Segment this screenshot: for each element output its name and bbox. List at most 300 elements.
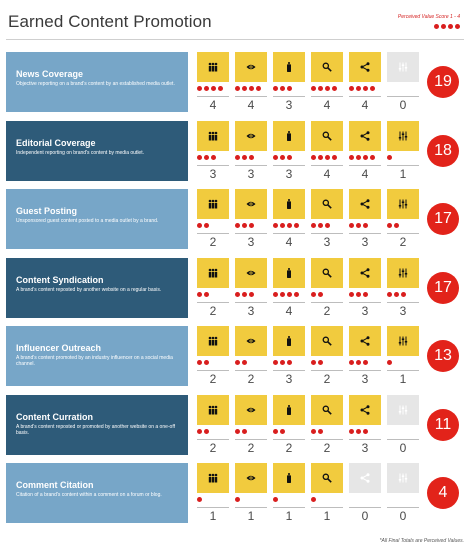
score-value: 3	[197, 165, 229, 181]
score-value: 3	[273, 165, 305, 181]
score-dot	[394, 292, 399, 297]
score-dot	[235, 360, 240, 365]
score-dots	[235, 155, 254, 161]
row-description: Citation of a brand's content within a comment on a forum or blog.	[16, 492, 162, 498]
score-cell	[235, 326, 267, 386]
score-dot	[294, 223, 299, 228]
score-cell	[273, 463, 305, 523]
legend-dots	[398, 24, 460, 29]
score-dot	[311, 155, 316, 160]
row-label-box	[6, 258, 188, 318]
score-dots	[235, 292, 254, 298]
score-cell	[197, 121, 229, 181]
metric-tile	[197, 463, 229, 493]
score-dot	[204, 292, 209, 297]
score-dot	[370, 155, 375, 160]
score-dot	[318, 155, 323, 160]
metric-tile	[349, 189, 381, 219]
score-dot	[280, 155, 285, 160]
score-cell	[197, 395, 229, 455]
row-description: Independent reporting on brand's content by media outlet.	[16, 150, 144, 156]
score-dots	[349, 223, 368, 229]
metric-tile	[235, 52, 267, 82]
score-cell	[197, 463, 229, 523]
score-value: 2	[235, 370, 267, 386]
score-dots	[197, 292, 209, 298]
score-value: 4	[197, 96, 229, 112]
legend-dot	[434, 24, 439, 29]
row-title: News Coverage	[16, 69, 84, 79]
score-dot	[197, 429, 202, 434]
score-value: 1	[235, 507, 267, 523]
score-dot	[363, 360, 368, 365]
row-label-box	[6, 121, 188, 181]
score-cell	[273, 395, 305, 455]
metric-tile	[311, 189, 343, 219]
score-dot	[249, 86, 254, 91]
metric-tile	[387, 395, 419, 425]
score-dots	[235, 86, 261, 92]
legend-dot	[448, 24, 453, 29]
score-value: 2	[311, 370, 343, 386]
total-badge: 4	[427, 477, 459, 509]
score-dot	[273, 223, 278, 228]
score-cell	[387, 258, 419, 318]
score-value: 1	[311, 507, 343, 523]
metric-tile	[197, 189, 229, 219]
legend	[398, 14, 460, 29]
score-cell	[311, 52, 343, 112]
score-dot	[242, 292, 247, 297]
score-dots	[311, 429, 323, 435]
score-dot	[197, 86, 202, 91]
score-dot	[311, 360, 316, 365]
total-badge: 17	[427, 272, 459, 304]
score-dots	[387, 292, 406, 298]
legend-dot	[455, 24, 460, 29]
score-dots	[197, 429, 209, 435]
score-value: 3	[273, 370, 305, 386]
metric-tile	[235, 463, 267, 493]
score-value: 1	[387, 370, 419, 386]
score-value: 2	[273, 439, 305, 455]
score-dots	[349, 429, 368, 435]
score-value: 2	[197, 233, 229, 249]
score-dot	[318, 292, 323, 297]
score-dot	[249, 223, 254, 228]
metric-tile	[235, 121, 267, 151]
score-dots	[387, 155, 392, 161]
score-value: 1	[197, 507, 229, 523]
score-dot	[211, 155, 216, 160]
score-dot	[235, 497, 240, 502]
row-label-box	[6, 395, 188, 455]
score-dot	[242, 155, 247, 160]
score-value: 4	[311, 96, 343, 112]
metric-tile	[311, 52, 343, 82]
score-value: 0	[349, 507, 381, 523]
score-dots	[273, 292, 299, 298]
score-dot	[325, 86, 330, 91]
legend-caption: Perceived Value Score 1 - 4	[397, 14, 460, 20]
score-dot	[280, 292, 285, 297]
score-dot	[218, 86, 223, 91]
score-dot	[273, 429, 278, 434]
score-dot	[242, 223, 247, 228]
metric-tile	[273, 258, 305, 288]
score-value: 2	[197, 302, 229, 318]
score-dots	[235, 497, 240, 503]
metric-tile	[273, 395, 305, 425]
metric-tile	[387, 52, 419, 82]
metric-tile	[273, 189, 305, 219]
score-dot	[280, 223, 285, 228]
score-dots	[273, 429, 285, 435]
metric-tile	[349, 326, 381, 356]
score-dot	[273, 86, 278, 91]
score-dots	[311, 360, 323, 366]
score-dot	[356, 429, 361, 434]
score-dot	[287, 155, 292, 160]
score-value: 4	[311, 165, 343, 181]
score-dot	[318, 223, 323, 228]
score-dot	[325, 223, 330, 228]
score-dot	[235, 86, 240, 91]
row-label-box	[6, 52, 188, 112]
score-dot	[287, 86, 292, 91]
metric-tile	[197, 52, 229, 82]
metric-tile	[273, 52, 305, 82]
score-cell	[311, 258, 343, 318]
score-cell	[197, 258, 229, 318]
score-dot	[349, 292, 354, 297]
score-dot	[356, 292, 361, 297]
score-dot	[349, 360, 354, 365]
score-dot	[311, 497, 316, 502]
score-dots	[235, 360, 247, 366]
row-title: Influencer Outreach	[16, 343, 102, 353]
score-value: 2	[311, 302, 343, 318]
score-dots	[311, 223, 330, 229]
metric-tile	[387, 121, 419, 151]
score-dot	[235, 292, 240, 297]
score-dots	[273, 86, 292, 92]
score-dot	[204, 429, 209, 434]
score-dots	[349, 155, 375, 161]
row-description: A brand's content reposted or promoted by another website on a one-off basis.	[16, 424, 176, 436]
score-dot	[249, 155, 254, 160]
score-dots	[349, 360, 368, 366]
score-value: 3	[349, 370, 381, 386]
score-dot	[204, 360, 209, 365]
score-cell	[235, 189, 267, 249]
score-dot	[287, 223, 292, 228]
score-cell	[311, 395, 343, 455]
score-dots	[273, 497, 278, 503]
score-dot	[332, 86, 337, 91]
total-badge: 17	[427, 203, 459, 235]
score-dots	[197, 86, 223, 92]
score-dot	[280, 429, 285, 434]
score-dot	[387, 292, 392, 297]
metric-tile	[235, 395, 267, 425]
metric-tile	[387, 326, 419, 356]
row-description: Unsponsored guest content posted to a media outlet by a brand.	[16, 218, 159, 224]
score-cell	[273, 121, 305, 181]
score-dots	[235, 223, 254, 229]
score-cell	[273, 258, 305, 318]
score-dot	[197, 223, 202, 228]
score-dot	[311, 86, 316, 91]
score-value: 3	[235, 302, 267, 318]
score-dots	[311, 155, 337, 161]
score-dot	[311, 223, 316, 228]
metric-tile	[311, 326, 343, 356]
score-dot	[356, 155, 361, 160]
score-value: 2	[387, 233, 419, 249]
score-dots	[197, 360, 209, 366]
score-value: 3	[273, 96, 305, 112]
score-dots	[311, 497, 316, 503]
score-value: 2	[235, 439, 267, 455]
metric-tile	[387, 189, 419, 219]
score-dots	[197, 223, 209, 229]
legend-dot	[441, 24, 446, 29]
score-cell	[235, 395, 267, 455]
score-dots	[197, 155, 216, 161]
metric-tile	[349, 121, 381, 151]
score-dot	[280, 86, 285, 91]
score-dot	[273, 292, 278, 297]
score-dot	[363, 292, 368, 297]
score-dots	[311, 292, 323, 298]
score-dot	[235, 223, 240, 228]
row-title: Content Syndication	[16, 275, 104, 285]
score-dots	[387, 223, 399, 229]
metric-tile	[235, 258, 267, 288]
score-cell	[235, 463, 267, 523]
score-dot	[356, 360, 361, 365]
score-cell	[349, 121, 381, 181]
score-dot	[204, 223, 209, 228]
score-dot	[273, 155, 278, 160]
row-description: A brand's content reposted by another website on a regular basis.	[16, 287, 162, 293]
total-badge: 18	[427, 135, 459, 167]
row-title: Guest Posting	[16, 206, 78, 216]
score-value: 4	[273, 233, 305, 249]
score-value: 3	[387, 302, 419, 318]
score-cell	[387, 121, 419, 181]
score-dot	[370, 86, 375, 91]
score-cell	[235, 121, 267, 181]
metric-tile	[349, 52, 381, 82]
score-dot	[235, 429, 240, 434]
score-dot	[242, 429, 247, 434]
score-dot	[249, 292, 254, 297]
row-label-box	[6, 189, 188, 249]
score-cell	[349, 258, 381, 318]
score-dot	[280, 360, 285, 365]
row-description: A brand's content promoted by an industry influencer on a social media channel.	[16, 355, 173, 367]
score-value: 3	[235, 165, 267, 181]
score-dot	[325, 155, 330, 160]
score-cell	[311, 189, 343, 249]
score-dot	[273, 497, 278, 502]
score-cell	[349, 395, 381, 455]
score-cell	[349, 463, 381, 523]
metric-tile	[311, 258, 343, 288]
score-cell	[387, 463, 419, 523]
score-dot	[318, 429, 323, 434]
score-cell	[349, 189, 381, 249]
row-title: Editorial Coverage	[16, 138, 96, 148]
score-cell	[387, 395, 419, 455]
score-dot	[363, 155, 368, 160]
score-dot	[349, 429, 354, 434]
score-cell	[197, 326, 229, 386]
score-cell	[349, 326, 381, 386]
score-value: 2	[197, 439, 229, 455]
score-value: 3	[349, 439, 381, 455]
score-dots	[235, 429, 247, 435]
score-value: 0	[387, 507, 419, 523]
metric-tile	[235, 326, 267, 356]
score-dots	[349, 292, 368, 298]
row-title: Comment Citation	[16, 480, 94, 490]
score-dots	[197, 497, 202, 503]
score-cell	[235, 258, 267, 318]
metric-tile	[387, 258, 419, 288]
score-dot	[197, 155, 202, 160]
score-dot	[363, 223, 368, 228]
score-cell	[197, 52, 229, 112]
score-dot	[197, 360, 202, 365]
score-value: 3	[349, 302, 381, 318]
row-description: Objective reporting on a brand's content by an established media outlet.	[16, 81, 175, 87]
score-value: 0	[387, 439, 419, 455]
score-dots	[273, 155, 292, 161]
metric-tile	[197, 121, 229, 151]
score-dot	[256, 86, 261, 91]
row-label-box	[6, 326, 188, 386]
score-dot	[211, 86, 216, 91]
score-dot	[349, 223, 354, 228]
score-cell	[387, 52, 419, 112]
score-dot	[287, 292, 292, 297]
score-dot	[394, 223, 399, 228]
score-value: 3	[311, 233, 343, 249]
header	[6, 0, 464, 40]
metric-tile	[311, 121, 343, 151]
metric-tile	[273, 463, 305, 493]
score-dot	[318, 360, 323, 365]
score-dots	[349, 86, 375, 92]
score-dot	[349, 86, 354, 91]
metric-tile	[235, 189, 267, 219]
score-value: 4	[349, 96, 381, 112]
total-badge: 11	[427, 409, 459, 441]
score-cell	[387, 189, 419, 249]
row-title: Content Curration	[16, 412, 93, 422]
metric-tile	[311, 463, 343, 493]
score-value: 1	[273, 507, 305, 523]
score-dot	[356, 223, 361, 228]
score-dot	[387, 360, 392, 365]
metric-tile	[387, 463, 419, 493]
score-cell	[273, 326, 305, 386]
score-dot	[204, 86, 209, 91]
score-dot	[242, 86, 247, 91]
score-dot	[363, 86, 368, 91]
score-dot	[204, 155, 209, 160]
score-dots	[273, 360, 292, 366]
footnote: *All Final Totals are Perceived Values.	[379, 538, 464, 544]
score-value: 3	[235, 233, 267, 249]
total-badge: 19	[427, 66, 459, 98]
score-dot	[401, 292, 406, 297]
score-dot	[311, 292, 316, 297]
total-badge: 13	[427, 340, 459, 372]
score-dot	[387, 155, 392, 160]
score-value: 2	[311, 439, 343, 455]
score-cell	[311, 463, 343, 523]
metric-tile	[349, 258, 381, 288]
score-cell	[311, 121, 343, 181]
metric-tile	[311, 395, 343, 425]
score-dot	[318, 86, 323, 91]
score-value: 4	[349, 165, 381, 181]
score-cell	[387, 326, 419, 386]
score-dot	[311, 429, 316, 434]
score-dot	[287, 360, 292, 365]
score-dots	[273, 223, 299, 229]
page-title: Earned Content Promotion	[8, 12, 212, 31]
row-label-box	[6, 463, 188, 523]
score-dot	[242, 360, 247, 365]
score-value: 4	[235, 96, 267, 112]
metric-tile	[349, 395, 381, 425]
metric-tile	[273, 326, 305, 356]
metric-tile	[197, 395, 229, 425]
score-dot	[273, 360, 278, 365]
score-dot	[235, 155, 240, 160]
score-cell	[235, 52, 267, 112]
score-dot	[197, 292, 202, 297]
score-dot	[332, 155, 337, 160]
metric-tile	[197, 258, 229, 288]
score-cell	[273, 52, 305, 112]
score-value: 3	[349, 233, 381, 249]
metric-tile	[273, 121, 305, 151]
score-dot	[349, 155, 354, 160]
score-value: 1	[387, 165, 419, 181]
score-dots	[311, 86, 337, 92]
score-value: 2	[197, 370, 229, 386]
score-dot	[356, 86, 361, 91]
score-dot	[294, 292, 299, 297]
score-value: 0	[387, 96, 419, 112]
score-dot	[387, 223, 392, 228]
score-cell	[349, 52, 381, 112]
score-dots	[387, 360, 392, 366]
metric-tile	[349, 463, 381, 493]
score-cell	[273, 189, 305, 249]
score-cell	[311, 326, 343, 386]
score-cell	[197, 189, 229, 249]
score-dot	[197, 497, 202, 502]
score-dot	[363, 429, 368, 434]
metric-tile	[197, 326, 229, 356]
